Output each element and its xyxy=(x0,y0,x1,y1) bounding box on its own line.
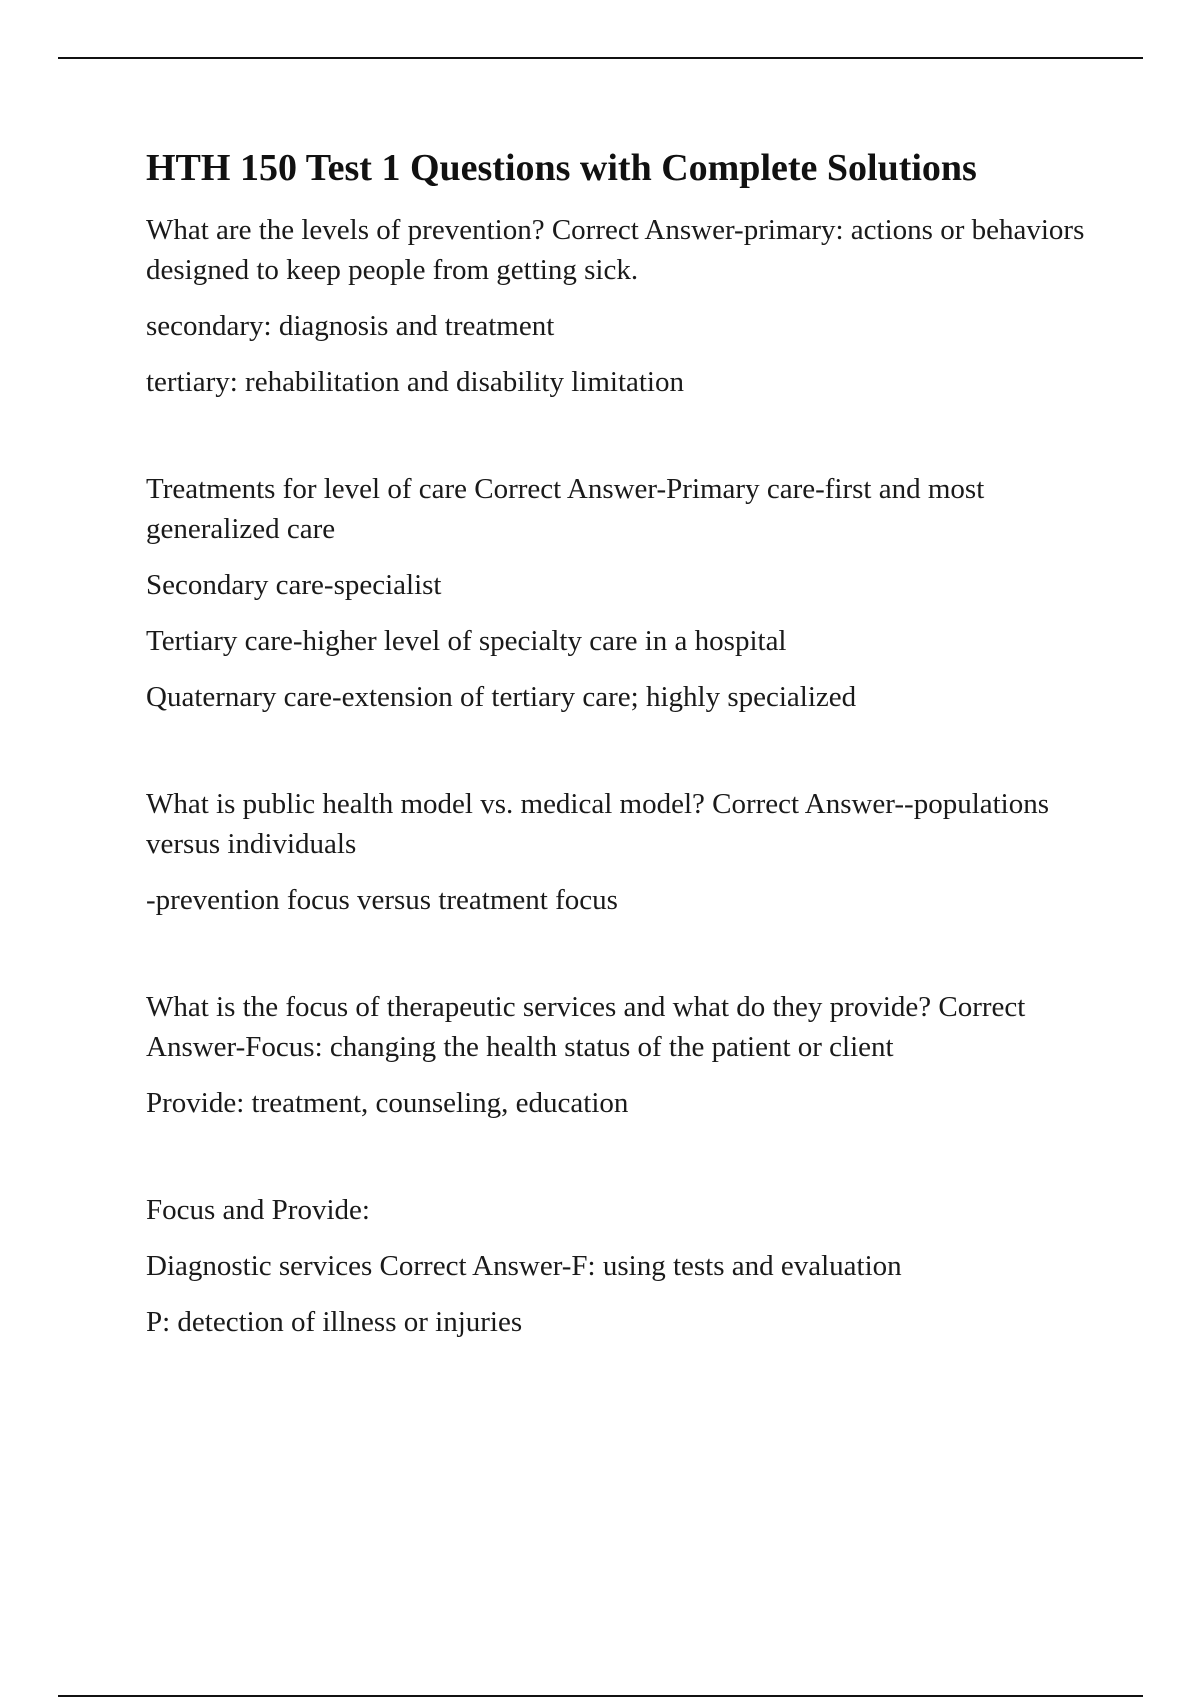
qa-question-line: Focus and Provide: xyxy=(146,1194,370,1226)
qa-answer-line: -prevention focus versus treatment focus xyxy=(146,884,618,916)
qa-question-line: What is public health model vs. medical model? Correct Answer--populations versus individuals xyxy=(146,788,1050,860)
qa-answer-line: secondary: diagnosis and treatment xyxy=(146,310,555,342)
top-divider xyxy=(58,57,1143,59)
qa-answer-line: Provide: treatment, counseling, education xyxy=(146,1087,629,1119)
qa-block-levels-of-prevention xyxy=(146,210,1096,402)
bottom-divider xyxy=(58,1695,1143,1697)
qa-block-diagnostic-services xyxy=(146,1190,1096,1342)
document-body xyxy=(146,138,1096,1358)
qa-answer-line: Secondary care-specialist xyxy=(146,569,442,601)
qa-block-public-health-model xyxy=(146,784,1096,920)
qa-block-therapeutic-services xyxy=(146,987,1096,1123)
document-title: HTH 150 Test 1 Questions with Complete Solutions xyxy=(146,147,977,189)
qa-question-line: Treatments for level of care Correct Answer-Primary care-first and most generalized care xyxy=(146,473,985,545)
qa-answer-line: P: detection of illness or injuries xyxy=(146,1306,523,1338)
qa-question-line: What is the focus of therapeutic services and what do they provide? Correct Answer-Focus: changing the health status of the patient or client xyxy=(146,991,1026,1063)
qa-answer-line: Diagnostic services Correct Answer-F: using tests and evaluation xyxy=(146,1250,902,1282)
qa-question-line: What are the levels of prevention? Correct Answer-primary: actions or behaviors designed to keep people from getting sick. xyxy=(146,214,1085,286)
qa-answer-line: Tertiary care-higher level of specialty care in a hospital xyxy=(146,625,787,657)
qa-answer-line: Quaternary care-extension of tertiary care; highly specialized xyxy=(146,681,857,713)
qa-answer-line: tertiary: rehabilitation and disability limitation xyxy=(146,366,684,398)
qa-block-levels-of-care xyxy=(146,469,1096,717)
